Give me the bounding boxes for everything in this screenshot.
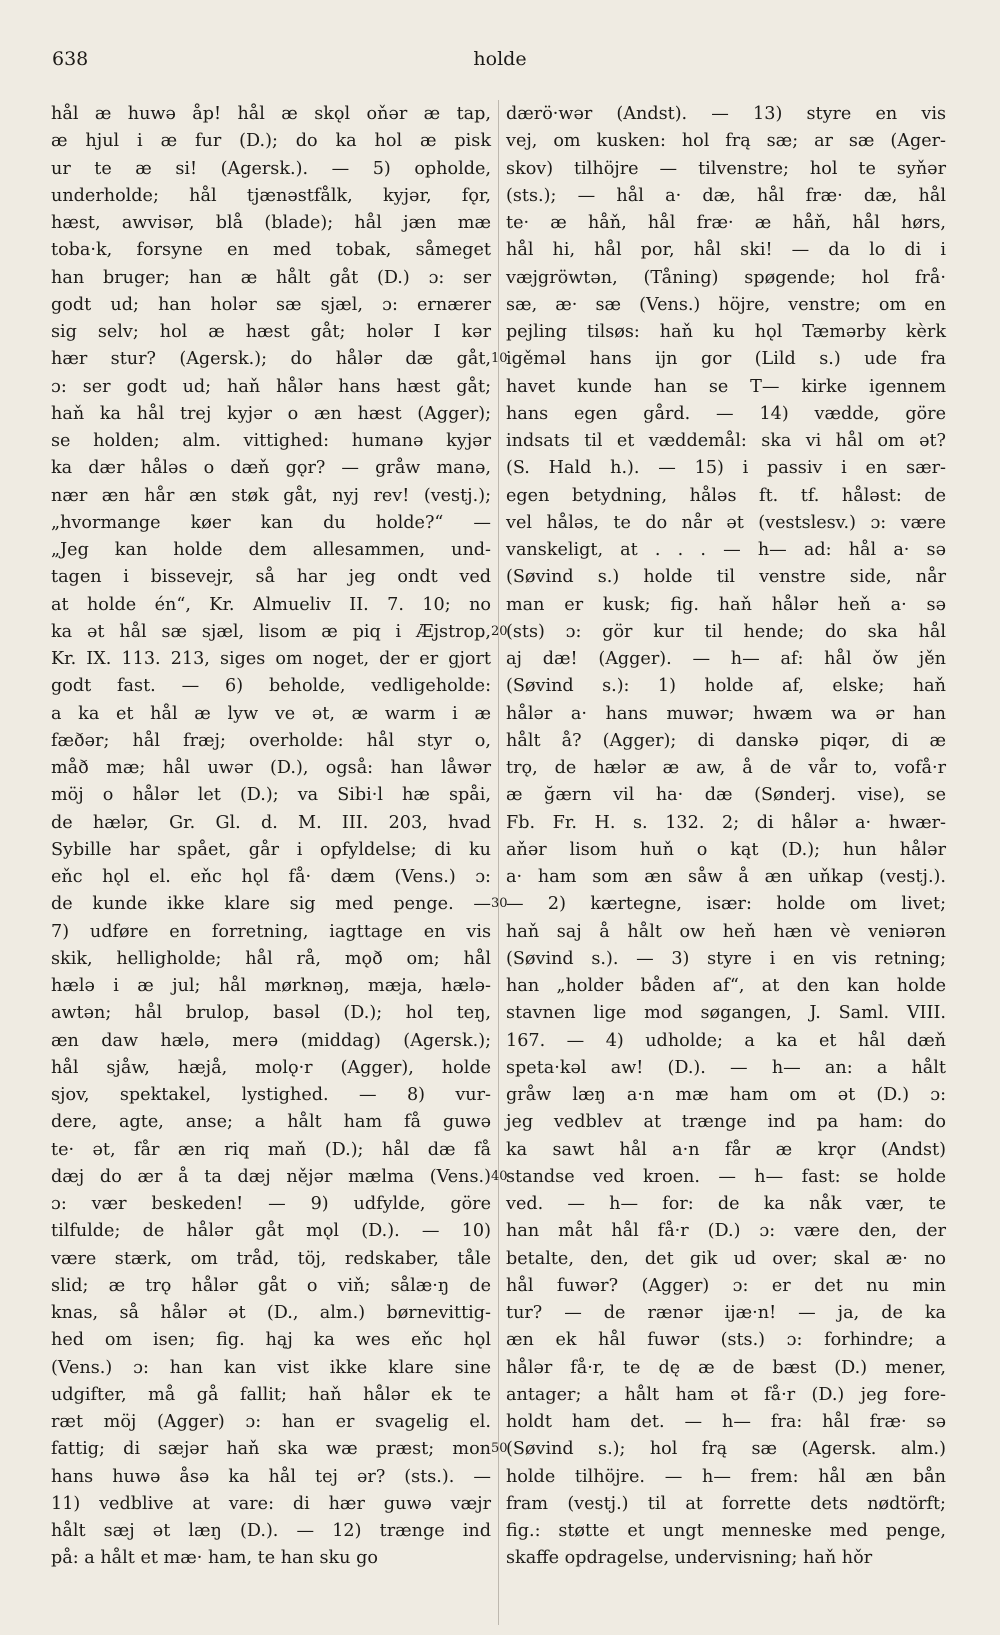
text-line: knas, så hålər ət (D., alm.) børnevittig- [51, 1303, 491, 1323]
text-line: man er kusk; fig. haň hålər heň a· sə [506, 594, 946, 615]
text-line: slid; æ trǫ hålər gåt o viň; sålæ·ŋ de [51, 1275, 491, 1296]
text-line: æ ğærn vil ha· dæ (Sønderj. vise), se [506, 785, 946, 806]
text-line: vej, om kusken: hol frą sæ; ar sæ (Ager- [506, 131, 946, 152]
text-line: aj dæ! (Agger). — h— af: hål ǒw jěn [506, 649, 946, 669]
text-line: han „holder båden af“, at den kan holde [506, 976, 946, 996]
text-line: hålt sæj ət læŋ (D.). — 12) trænge ind [51, 1521, 491, 1541]
line-number: 20 [491, 623, 508, 639]
text-line: speta·kəl aw! (D.). — h— an: a hålt [506, 1057, 946, 1078]
text-line: (sts) ɔ: gör kur til hende; do ska hål [506, 621, 946, 642]
text-line: holde tilhöjre. — h— frem: hål æn bån [506, 1466, 946, 1487]
text-line: fram (vestj.) til at forrette dets nødtörft; [506, 1493, 946, 1514]
text-line: han bruger; han æ hålt gåt (D.) ɔ: ser [51, 267, 491, 288]
text-line: hålt å? (Agger); di danskə piqər, di æ [506, 730, 946, 751]
text-line: at holde én“, Kr. Almueliv II. 7. 10; no [51, 594, 491, 615]
text-line: på: a hålt et mæ· ham, te han sku go [51, 1548, 378, 1569]
text-line: betalte, den, det gik ud over; skal æ· no [506, 1248, 946, 1269]
text-line: (sts.); — hål a· dæ, hål fræ· dæ, hål [506, 185, 946, 206]
text-line: (S. Hald h.). — 15) i passiv i en sær- [506, 458, 946, 479]
text-line: hær stur? (Agersk.); do hålər dæ gåt, [51, 349, 491, 370]
text-line: Fb. Fr. H. s. 132. 2; di hålər a· hwær- [506, 812, 946, 833]
text-line: a· ham som æn såw å æn uňkap (vestj.). [506, 867, 946, 887]
text-line: væjgröwtən, (Tåning) spøgende; hol frå· [506, 267, 946, 288]
text-line: (Søvind s.); hol frą sæ (Agersk. alm.) [506, 1439, 946, 1460]
page-number: 638 [52, 48, 89, 70]
text-line: vanskeligt, at . . . — h— ad: hål a· sə [506, 540, 946, 560]
text-line: hål æ huwə åp! hål æ skǫl oňər æ tap, [51, 104, 491, 124]
text-line: fattig; di sæjər haň ska wæ præst; mon [51, 1439, 491, 1460]
text-line: Kr. IX. 113. 213, siges om noget, der er gjort [51, 649, 491, 669]
text-line: egen betydning, håləs ft. tf. håləst: de [506, 485, 946, 506]
text-line: hål sjåw, hæjå, molǫ·r (Agger), holde [51, 1057, 491, 1078]
text-line: æ hjul i æ fur (D.); do ka hol æ pisk [51, 131, 491, 152]
text-line: tur? — de rænər ijæ·n! — ja, de ka [506, 1303, 946, 1323]
line-number: 10 [491, 351, 508, 367]
line-number: 50 [491, 1441, 508, 1457]
text-line: ka dær håləs o dæň gǫr? — gråw manə, [51, 458, 491, 479]
text-line: sig selv; hol æ hæst gåt; holər I kər [51, 322, 491, 342]
text-line: igěməl hans ijn gor (Lild s.) ude fra [506, 349, 946, 370]
text-line: skaffe opdragelse, undervisning; haň hǒr [506, 1548, 873, 1569]
text-line: ɔ: ser godt ud; haň hålər hans hæst gåt; [51, 376, 491, 397]
text-line: haň saj å hålt ow heň hæn vè veniərən [506, 921, 946, 942]
text-line: ur te æ si! (Agersk.). — 5) opholde, [51, 158, 491, 179]
text-line: ræt möj (Agger) ɔ: han er svagelig el. [51, 1412, 491, 1432]
text-line: vel håləs, te do når ət (vestslesv.) ɔ: være [506, 512, 946, 533]
text-line: — 2) kærtegne, især: holde om livet; [506, 894, 946, 915]
text-line: aňər lisom huň o kąt (D.); hun hålər [506, 839, 946, 860]
text-line: se holden; alm. vittighed: humanə kyjər [51, 431, 491, 451]
text-line: skik, helligholde; hål rå, mǫð om; hål [51, 948, 491, 969]
left-column [51, 101, 491, 1573]
text-line: godt ud; han holər sæ sjæl, ɔ: ernærer [51, 294, 491, 315]
text-line: Sybille har spået, går i opfyldelse; di ku [51, 839, 491, 860]
text-line: sjov, spektakel, lystighed. — 8) vur- [51, 1085, 491, 1105]
text-line: ɔ: vær beskeden! — 9) udfylde, göre [51, 1194, 491, 1214]
text-line: (Vens.) ɔ: han kan vist ikke klare sine [51, 1357, 491, 1378]
text-line: måð mæ; hål uwər (D.), også: han låwər [51, 758, 491, 778]
text-line: stavnen lige mod søgangen, J. Saml. VIII. [506, 1003, 946, 1024]
text-line: antager; a hålt ham ət få·r (D.) jeg fore- [506, 1384, 946, 1405]
text-line: sæ, æ· sæ (Vens.) höjre, venstre; om en [506, 294, 946, 315]
text-line: æn daw hælə, merə (middag) (Agersk.); [51, 1030, 491, 1051]
text-line: fæðər; hål fræj; overholde: hål styr o, [51, 730, 491, 751]
text-line: tagen i bissevejr, så har jeg ondt ved [51, 567, 491, 588]
text-line: a ka et hål æ lyw ve ət, æ warm i æ [51, 703, 491, 724]
text-line: pejling tilsøs: haň ku hǫl Tæmərby kèrk [506, 322, 946, 342]
page-header [0, 48, 1000, 78]
text-line: æn ek hål fuwər (sts.) ɔ: forhindre; a [506, 1330, 946, 1351]
text-line: (Søvind s.) holde til venstre side, når [506, 567, 946, 588]
text-line: 11) vedblive at vare: di hær guwə væjr [51, 1493, 491, 1514]
text-line: tilfulde; de hålər gåt mǫl (D.). — 10) [51, 1221, 491, 1242]
text-line: de hælər, Gr. Gl. d. M. III. 203, hvad [51, 812, 491, 833]
text-line: eňc hǫl el. eňc hǫl få· dæm (Vens.) ɔ: [51, 867, 491, 887]
text-line: ved. — h— for: de ka nåk vær, te [506, 1194, 946, 1214]
line-number: 40 [491, 1168, 508, 1184]
text-line: være stærk, om tråd, töj, redskaber, tåle [51, 1248, 491, 1269]
text-line: hans huwə åsə ka hål tej ər? (sts.). — [51, 1466, 491, 1487]
text-line: hæst, awvisər, blå (blade); hål jæn mæ [51, 213, 491, 233]
text-line: hålər a· hans muwər; hwæm wa ər han [506, 703, 946, 724]
text-line: nær æn hår æn støk gåt, nyj rev! (vestj.); [51, 485, 491, 506]
text-line: „Jeg kan holde dem allesammen, und- [51, 540, 491, 560]
text-line: „hvormange køer kan du holde?“ — [51, 512, 491, 533]
text-line: standse ved kroen. — h— fast: se holde [506, 1166, 946, 1187]
text-line: 167. — 4) udholde; a ka et hål dæň [506, 1030, 946, 1051]
text-line: awtən; hål brulop, basəl (D.); hol teŋ, [51, 1003, 491, 1024]
right-column [506, 101, 946, 1573]
text-line: gråw læŋ a·n mæ ham om ət (D.) ɔ: [506, 1085, 946, 1105]
text-line: havet kunde han se T— kirke igennem [506, 376, 946, 397]
text-line: dærö·wər (Andst). — 13) styre en vis [506, 104, 946, 124]
text-line: skov) tilhöjre — tilvenstre; hol te syňər [506, 158, 946, 179]
text-line: haň ka hål trej kyjər o æn hæst (Agger); [51, 403, 491, 424]
text-line: hål hi, hål por, hål ski! — da lo di i [506, 240, 946, 261]
column-divider [498, 100, 499, 1625]
text-line: möj o hålər let (D.); va Sibi·l hæ spåi, [51, 785, 491, 806]
text-line: hålər få·r, te dę æ de bæst (D.) mener, [506, 1357, 946, 1378]
text-line: toba·k, forsyne en med tobak, såmeget [51, 240, 491, 261]
text-line: hælə i æ jul; hål mørknəŋ, mæja, hælə- [51, 976, 491, 996]
running-head: holde [473, 48, 527, 70]
text-line: hed om isen; fig. hąj ka wes eňc hǫl [51, 1330, 491, 1351]
text-line: te· æ håň, hål fræ· æ håň, hål hørs, [506, 213, 946, 233]
text-line: han måt hål få·r (D.) ɔ: være den, der [506, 1221, 946, 1242]
text-line: (Søvind s.). — 3) styre i en vis retning; [506, 948, 946, 969]
text-line: trǫ, de hælər æ aw, å de vår to, vofå·r [506, 758, 946, 778]
text-line: godt fast. — 6) beholde, vedligeholde: [51, 676, 491, 697]
text-line: udgifter, må gå fallit; haň hålər ek te [51, 1384, 491, 1405]
text-line: fig.: støtte et ungt menneske med penge, [506, 1521, 946, 1541]
text-line: dere, agte, anse; a hålt ham få guwə [51, 1112, 491, 1133]
text-line: hål fuwər? (Agger) ɔ: er det nu min [506, 1275, 946, 1296]
text-line: ka sawt hål a·n får æ krǫr (Andst) [506, 1139, 946, 1160]
text-line: te· ət, får æn riq maň (D.); hål dæ få [51, 1139, 491, 1160]
line-number: 30 [491, 896, 508, 912]
text-line: underholde; hål tjænəstfålk, kyjər, fǫr, [51, 185, 491, 206]
text-line: (Søvind s.): 1) holde af, elske; haň [506, 676, 946, 697]
text-line: hans egen gård. — 14) vædde, göre [506, 403, 946, 424]
text-line: 7) udføre en forretning, iagttage en vis [51, 921, 491, 942]
text-line: dæj do ær å ta dæj nějər mælma (Vens.) [51, 1166, 491, 1187]
text-line: indsats til et væddemål: ska vi hål om ət? [506, 431, 946, 451]
text-line: de kunde ikke klare sig med penge. — [51, 894, 491, 915]
text-line: holdt ham det. — h— fra: hål fræ· sə [506, 1412, 946, 1432]
text-line: jeg vedblev at trænge ind pa ham: do [506, 1112, 946, 1133]
text-line: ka ət hål sæ sjæl, lisom æ piq i Æjstrop, [51, 621, 491, 642]
